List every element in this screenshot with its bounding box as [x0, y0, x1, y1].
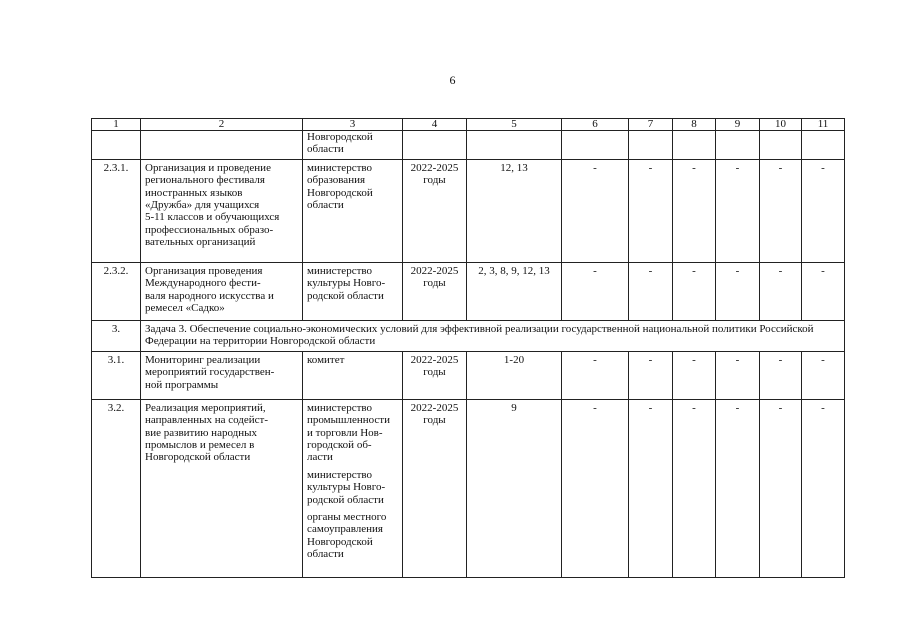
value-cell: - [673, 399, 716, 577]
table-header-row [92, 119, 845, 131]
value-cell: - [673, 159, 716, 262]
value-cell: - [562, 399, 629, 577]
activity-name: Организация и проведение регионального фестиваля иностранных языков «Дружба» для учащихся 5-11 классов и обучающихся профессиональных образо- вательных организаций [141, 159, 303, 262]
header-cell: 2 [141, 119, 303, 131]
value-cell: - [760, 351, 802, 399]
header-cell: 9 [716, 119, 760, 131]
value-cell: - [673, 351, 716, 399]
responsible-executor: комитет [307, 353, 345, 366]
responsible-executor: министерство промышленности и торговли Нов- городской об- ласти [307, 401, 390, 464]
value-cell: - [716, 262, 760, 320]
period-cell: 2022-2025 годы [403, 159, 467, 262]
responsible-cell [303, 399, 403, 577]
task-text: Задача 3. Обеспечение социально-экономических условий для эффективной реализации государственной национальной политики Российской Федерации на территории Новгородской области [141, 320, 845, 351]
header-cell: 5 [467, 119, 562, 131]
table-row [92, 159, 845, 262]
value-cell: - [716, 399, 760, 577]
table-row [92, 351, 845, 399]
activity-name: Организация проведения Международного фести- валя народного искусства и ремесел «Садко» [141, 262, 303, 320]
header-cell: 8 [673, 119, 716, 131]
value-cell: - [716, 351, 760, 399]
responsible-cell [303, 351, 403, 399]
responsible-executor: органы местного самоуправления Новгородской области [307, 511, 387, 561]
value-cell: - [802, 159, 845, 262]
value-cell: - [629, 262, 673, 320]
table-row [92, 399, 845, 577]
table-row [92, 262, 845, 320]
value-cell: - [760, 262, 802, 320]
activities-table [91, 118, 845, 578]
value-cell: - [562, 351, 629, 399]
row-number: 2.3.2. [92, 262, 141, 320]
responsible-executor: министерство образования Новгородской области [307, 161, 373, 212]
value-cell: - [629, 399, 673, 577]
header-cell: 11 [802, 119, 845, 131]
task-row [92, 320, 845, 351]
header-cell: 6 [562, 119, 629, 131]
responsible-executor: министерство культуры Новго- родской области [307, 264, 386, 302]
responsible-executor: министерство культуры Новго- родской области [307, 468, 386, 506]
targets-cell: 12, 13 [467, 159, 562, 262]
header-cell: 4 [403, 119, 467, 131]
header-cell: 1 [92, 119, 141, 131]
value-cell: - [802, 399, 845, 577]
header-cell: 10 [760, 119, 802, 131]
table-row-continuation [92, 131, 845, 160]
period-cell: 2022-2025 годы [403, 399, 467, 577]
activity-name: Мониторинг реализации мероприятий государствен- ной программы [141, 351, 303, 399]
value-cell: - [562, 159, 629, 262]
responsible-cell: Новгородской области [303, 131, 403, 160]
row-number: 3.1. [92, 351, 141, 399]
value-cell: - [673, 262, 716, 320]
activity-name: Реализация мероприятий, направленных на содейст- вие развитию народных промыслов и ремесел в Новгородской области [141, 399, 303, 577]
header-cell: 3 [303, 119, 403, 131]
value-cell: - [716, 159, 760, 262]
header-cell: 7 [629, 119, 673, 131]
row-number: 2.3.1. [92, 159, 141, 262]
value-cell: - [629, 159, 673, 262]
value-cell: - [760, 159, 802, 262]
value-cell: - [760, 399, 802, 577]
period-cell: 2022-2025 годы [403, 262, 467, 320]
value-cell: - [802, 262, 845, 320]
value-cell: - [629, 351, 673, 399]
targets-cell: 9 [467, 399, 562, 577]
value-cell: - [562, 262, 629, 320]
task-number: 3. [92, 320, 141, 351]
period-cell: 2022-2025 годы [403, 351, 467, 399]
page-number: 6 [449, 73, 456, 87]
responsible-cell [303, 159, 403, 262]
value-cell: - [802, 351, 845, 399]
row-number: 3.2. [92, 399, 141, 577]
targets-cell: 2, 3, 8, 9, 12, 13 [467, 262, 562, 320]
targets-cell: 1-20 [467, 351, 562, 399]
responsible-cell [303, 262, 403, 320]
